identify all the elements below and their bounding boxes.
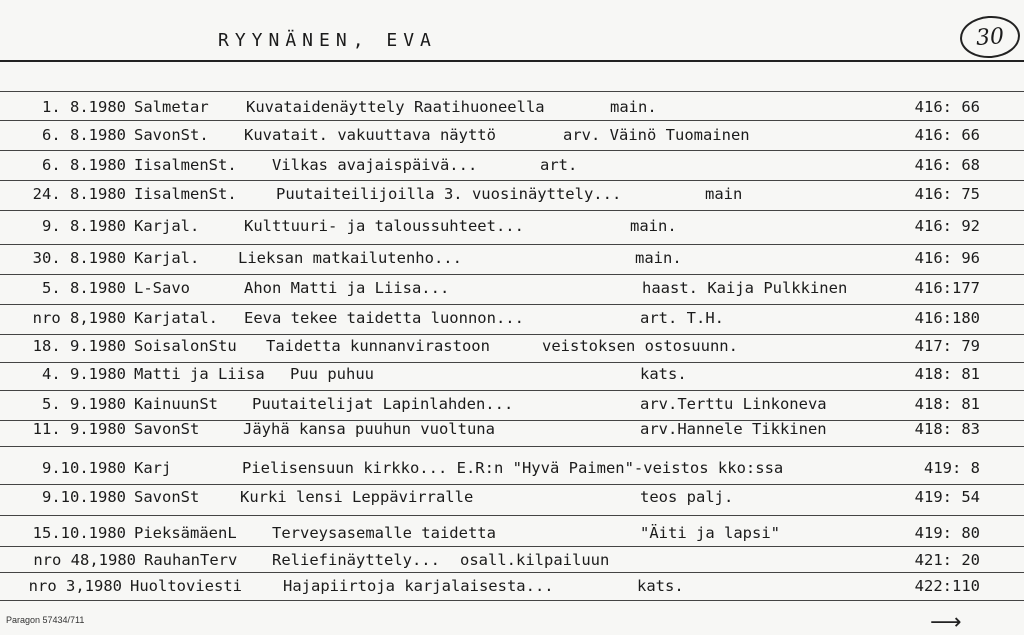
entry-page-ref: 419: 8 [924,459,980,477]
entry-date: 6. 8.1980 [42,156,126,174]
header-rule-lower [0,91,1024,92]
entry-page-ref: 417: 79 [914,337,980,355]
entry-date: 9. 8.1980 [42,217,126,235]
entry-row [0,183,1024,207]
entry-row [0,335,1024,359]
entry-text: Kurki lensi Leppävirralle [240,488,474,506]
entry-date: nro 3,1980 [28,577,122,595]
entry-text: Hajapiirtoja karjalaisesta... [283,577,554,595]
entry-date: 15.10.1980 [32,524,126,542]
entry-source: PieksämäenL [134,524,237,542]
entry-page-ref: 419: 54 [914,488,980,506]
entry-page-ref: 418: 81 [914,365,980,383]
entry-source: Karjal. [134,217,200,235]
entry-text: Ahon Matti ja Liisa... [244,279,450,297]
entry-page-ref: 421: 20 [914,551,980,569]
entry-row [0,418,1024,442]
entry-text: Puutaiteilijoilla 3. vuosinäyttely... [276,185,622,203]
entry-row [0,277,1024,301]
entry-note: veistoksen ostosuunn. [542,337,738,355]
entry-text: Kuvataidenäyttely Raatihuoneella [246,98,545,116]
entry-source: Salmetar [134,98,209,116]
entry-page-ref: 422:110 [914,577,980,595]
entry-note: main. [610,98,657,116]
entry-note: arv. Väinö Tuomainen [563,126,750,144]
row-rule [0,484,1024,485]
entry-row [0,457,1024,481]
card-number: 30 [975,23,1005,51]
entry-note: main. [630,217,677,235]
row-rule [0,515,1024,516]
row-rule [0,120,1024,121]
row-rule [0,304,1024,305]
entry-note: main [705,185,743,203]
row-rule [0,274,1024,275]
row-rule [0,546,1024,547]
printer-mark: Paragon 57434/711 [6,615,85,625]
entry-page-ref: 416: 96 [914,249,980,267]
entry-page-ref: 416: 66 [914,126,980,144]
entry-date: 1. 8.1980 [42,98,126,116]
entry-page-ref: 416: 66 [914,98,980,116]
entry-note: arv.Terttu Linkoneva [640,395,827,413]
entry-note: art. [540,156,578,174]
entry-row [0,486,1024,510]
entry-date: 30. 8.1980 [32,249,126,267]
entry-text: Kulttuuri- ja taloussuhteet... [244,217,524,235]
entry-date: 4. 9.1980 [42,365,126,383]
entry-row [0,96,1024,120]
row-rule [0,180,1024,181]
entry-row [0,215,1024,239]
row-rule [0,390,1024,391]
entry-note: haast. Kaija Pulkkinen [642,279,848,297]
entry-text: Reliefinäyttely... [272,551,440,569]
entry-row [0,154,1024,178]
entry-text: Jäyhä kansa puuhun vuoltuna [243,420,495,438]
entry-source: Karjal. [134,249,200,267]
row-rule [0,600,1024,601]
entry-text: Puu puhuu [290,365,374,383]
row-rule [0,244,1024,245]
entry-text: Pielisensuun kirkko... E.R:n "Hyvä Paimen"-veistos kko:ssa [242,459,784,477]
entry-source: Huoltoviesti [130,577,242,595]
entry-note: teos palj. [640,488,734,506]
entry-date: 5. 9.1980 [42,395,126,413]
entry-page-ref: 416: 68 [914,156,980,174]
card-number-circle [959,14,1022,60]
entry-text: Terveysasemalle taidetta [272,524,496,542]
entry-note: "Äiti ja lapsi" [640,524,780,542]
entry-text: Vilkas avajaispäivä... [272,156,478,174]
entry-source: Karjatal. [134,309,218,327]
entry-source: L-Savo [134,279,190,297]
header-rule [0,60,1024,62]
entry-text: Taidetta kunnanvirastoon [266,337,490,355]
entry-date: 5. 8.1980 [42,279,126,297]
entry-note: kats. [640,365,687,383]
entry-source: Matti ja Liisa [134,365,265,383]
entry-row [0,307,1024,331]
entry-date: nro 8,1980 [32,309,126,327]
entry-source: KainuunSt [134,395,218,413]
row-rule [0,446,1024,447]
entry-page-ref: 416:180 [914,309,980,327]
entry-page-ref: 418: 83 [914,420,980,438]
entry-source: RauhanTerv [144,551,238,569]
entry-page-ref: 416: 75 [914,185,980,203]
entry-text: Lieksan matkailutenho... [238,249,462,267]
entry-page-ref: 419: 80 [914,524,980,542]
entry-source: SavonSt [134,420,200,438]
entry-row [0,393,1024,417]
entry-date: 9.10.1980 [42,488,126,506]
entry-text: Eeva tekee taidetta luonnon... [244,309,524,327]
entry-page-ref: 418: 81 [914,395,980,413]
entry-note: kats. [637,577,684,595]
entry-text: Kuvatait. vakuuttava näyttö [244,126,496,144]
card-title: RYYNÄNEN, EVA [218,30,437,51]
entry-date: 11. 9.1980 [32,420,126,438]
entry-date: 6. 8.1980 [42,126,126,144]
entry-source: SoisalonStu [134,337,237,355]
entry-date: 18. 9.1980 [32,337,126,355]
entry-source: SavonSt. [134,126,209,144]
row-rule [0,150,1024,151]
entry-row [0,575,1024,599]
entry-row [0,549,1024,573]
entry-text: Puutaitelijat Lapinlahden... [252,395,514,413]
entry-note: art. T.H. [640,309,724,327]
entry-source: Karj [134,459,172,477]
entry-row [0,247,1024,271]
entry-date: 24. 8.1980 [32,185,126,203]
row-rule [0,210,1024,211]
entry-source: IisalmenSt. [134,185,237,203]
entry-date: nro 48,1980 [33,551,136,569]
entry-note: main. [635,249,682,267]
entry-page-ref: 416:177 [914,279,980,297]
continue-arrow-icon: ⟶ [930,610,962,635]
entry-date: 9.10.1980 [42,459,126,477]
entry-row [0,522,1024,546]
entry-note: osall.kilpailuun [460,551,610,569]
entry-source: IisalmenSt. [134,156,237,174]
row-rule [0,572,1024,573]
entry-source: SavonSt [134,488,200,506]
entry-row [0,124,1024,148]
entry-note: arv.Hannele Tikkinen [640,420,827,438]
entry-page-ref: 416: 92 [914,217,980,235]
entry-row [0,363,1024,387]
